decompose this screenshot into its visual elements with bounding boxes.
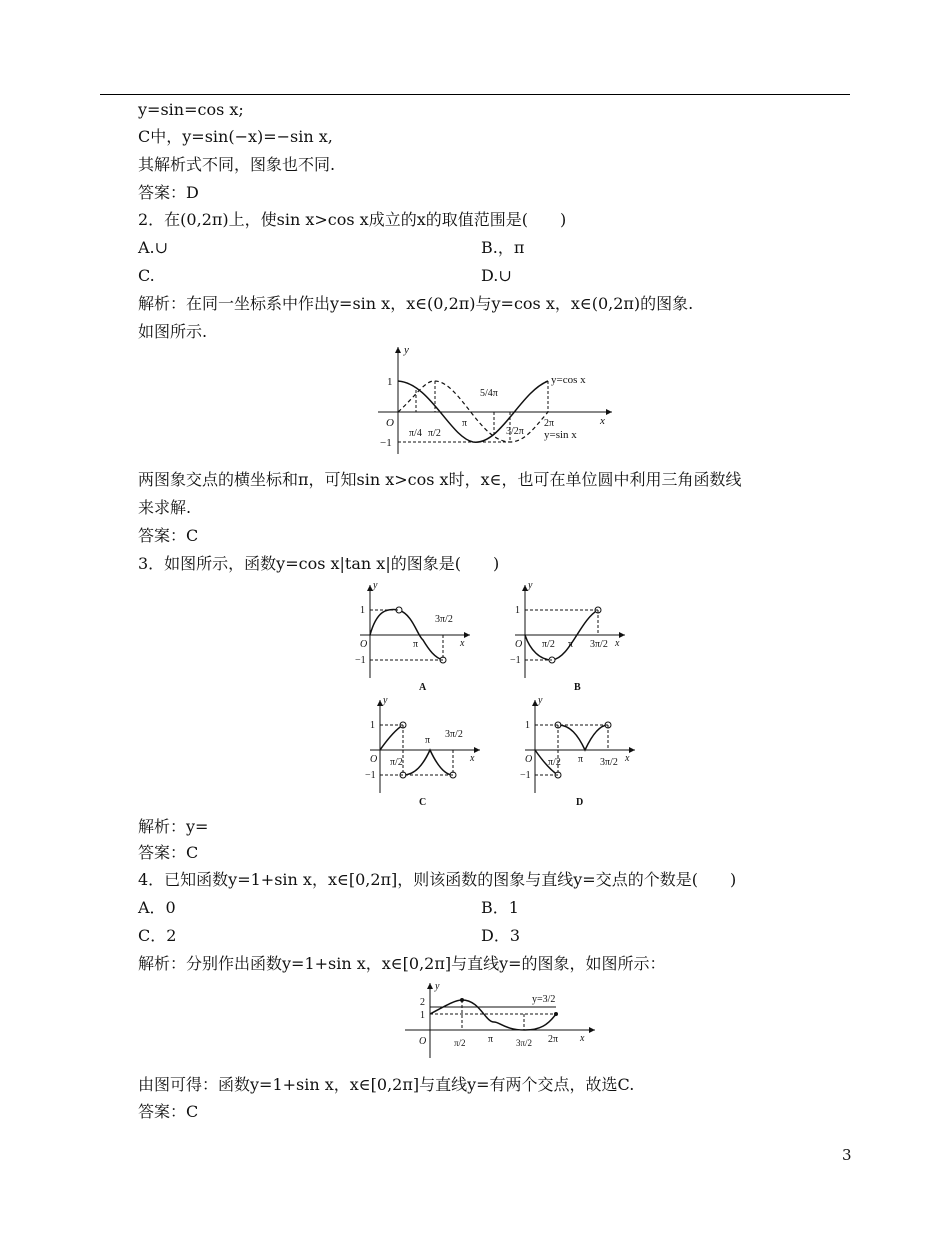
option-b: B．1 (481, 898, 519, 917)
tick-label: −1 (510, 655, 521, 666)
option-c: C. (138, 266, 155, 285)
x-axis-label: x (580, 1033, 585, 1044)
x-axis-label: x (460, 638, 465, 649)
solution-text: 解析：分别作出函数y=1+sin x，x∈[0,2π]与直线y=的图象，如图所示： (138, 954, 666, 973)
option-graph-a (355, 580, 485, 695)
tick-label: 1 (515, 605, 520, 616)
tick-label: 1 (370, 720, 375, 731)
option-graph-d (520, 695, 650, 810)
solution-text: 来求解. (138, 498, 192, 517)
y-axis-label: y (435, 981, 440, 992)
graph-label-c: C (419, 797, 427, 808)
graph-label-d: D (576, 797, 584, 808)
origin-label: O (370, 754, 378, 765)
tick-label: π (488, 1034, 494, 1045)
tick-label: 1 (420, 1010, 425, 1021)
tick-label: 1 (360, 605, 365, 616)
option-graph-c (365, 695, 495, 810)
cos-curve-label: y=cos x (551, 374, 586, 386)
tick-label: 3π/2 (435, 614, 453, 625)
page-number: 3 (842, 1146, 852, 1164)
y-axis-label: y (383, 695, 388, 706)
solution-text: 两图象交点的横坐标和π，可知sin x>cos x时，x∈，也可在单位圆中利用三角函数线 (138, 470, 742, 489)
x-axis-label: x (600, 415, 605, 427)
answer: 答案：C (138, 1102, 199, 1121)
tick-label: π/2 (548, 757, 561, 768)
solution-text: 解析：在同一坐标系中作出y=sin x，x∈(0,2π)与y=cos x，x∈(0,2π)的图象. (138, 294, 694, 313)
tick-label: π/2 (542, 639, 555, 650)
x-axis-label: x (615, 638, 620, 649)
answer: 答案：C (138, 843, 199, 862)
tick-label: π (462, 418, 468, 429)
sin-curve-label: y=sin x (544, 429, 577, 441)
question-2: 2．在(0,2π)上，使sin x>cos x成立的x的取值范围是( ) (138, 210, 567, 229)
graph-label-b: B (574, 682, 581, 693)
question-4: 4．已知函数y=1+sin x，x∈[0,2π]，则该函数的图象与直线y=交点的个数是( ) (138, 870, 737, 889)
tick-label: π (413, 639, 419, 650)
tick-label: −1 (355, 655, 366, 666)
origin-label: O (386, 417, 394, 429)
tick-label: 2π (548, 1034, 559, 1045)
option-graph-b (510, 580, 640, 695)
tick-label: 1 (525, 720, 530, 731)
text-line: 其解析式不同，图象也不同. (138, 155, 336, 174)
tick-label: π (425, 735, 431, 746)
origin-label: O (525, 754, 533, 765)
tick-label: 2 (420, 997, 425, 1008)
tick-label: −1 (520, 770, 531, 781)
tick-label: 3π/2 (600, 757, 618, 768)
tick-label: 5/4π (480, 388, 498, 399)
tick-label: π/4 (409, 428, 422, 439)
option-c: C．2 (138, 926, 177, 945)
solution-text: 如图所示. (138, 322, 208, 341)
tick-label: 3/2π (506, 426, 524, 437)
answer: 答案：C (138, 526, 199, 545)
y-axis-label: y (373, 580, 378, 591)
x-axis-label: x (470, 753, 475, 764)
origin-label: O (419, 1036, 427, 1047)
y-axis-label: y (538, 695, 543, 706)
one-plus-sin-figure (400, 980, 600, 1065)
tick-label: π/2 (454, 1038, 466, 1048)
option-a: A．0 (138, 898, 176, 917)
tick-label: 1 (387, 376, 393, 388)
origin-label: O (360, 639, 368, 650)
graph-label-a: A (419, 682, 427, 693)
tick-label: 2π (544, 418, 555, 429)
solution-text: 由图可得：函数y=1+sin x，x∈[0,2π]与直线y=有两个交点，故选C. (138, 1075, 635, 1094)
option-a: A.∪ (138, 238, 169, 257)
question-3: 3．如图所示，函数y=cos x|tan x|的图象是( ) (138, 554, 500, 573)
sin-cos-figure (360, 342, 620, 462)
option-d: D.∪ (481, 266, 512, 285)
option-b: B.，π (481, 238, 525, 257)
header-rule (100, 94, 850, 95)
tick-label: π (568, 639, 574, 650)
tick-label: 3π/2 (445, 729, 463, 740)
y-axis-label: y (404, 344, 409, 356)
tick-label: π (578, 754, 584, 765)
origin-label: O (515, 639, 523, 650)
tick-label: −1 (365, 770, 376, 781)
tick-label: π/2 (390, 757, 403, 768)
tick-label: 3π/2 (590, 639, 608, 650)
solution-text: 解析：y= (138, 817, 209, 836)
line-label: y=3/2 (532, 994, 556, 1005)
tick-label: −1 (380, 437, 392, 449)
text-line: C中，y=sin(−x)=−sin x, (138, 127, 333, 146)
x-axis-label: x (625, 753, 630, 764)
answer: 答案：D (138, 183, 199, 202)
text-line: y=sin=cos x; (138, 100, 244, 119)
y-axis-label: y (528, 580, 533, 591)
option-d: D．3 (481, 926, 521, 945)
tick-label: 3π/2 (516, 1038, 533, 1048)
tick-label: π/2 (428, 428, 441, 439)
